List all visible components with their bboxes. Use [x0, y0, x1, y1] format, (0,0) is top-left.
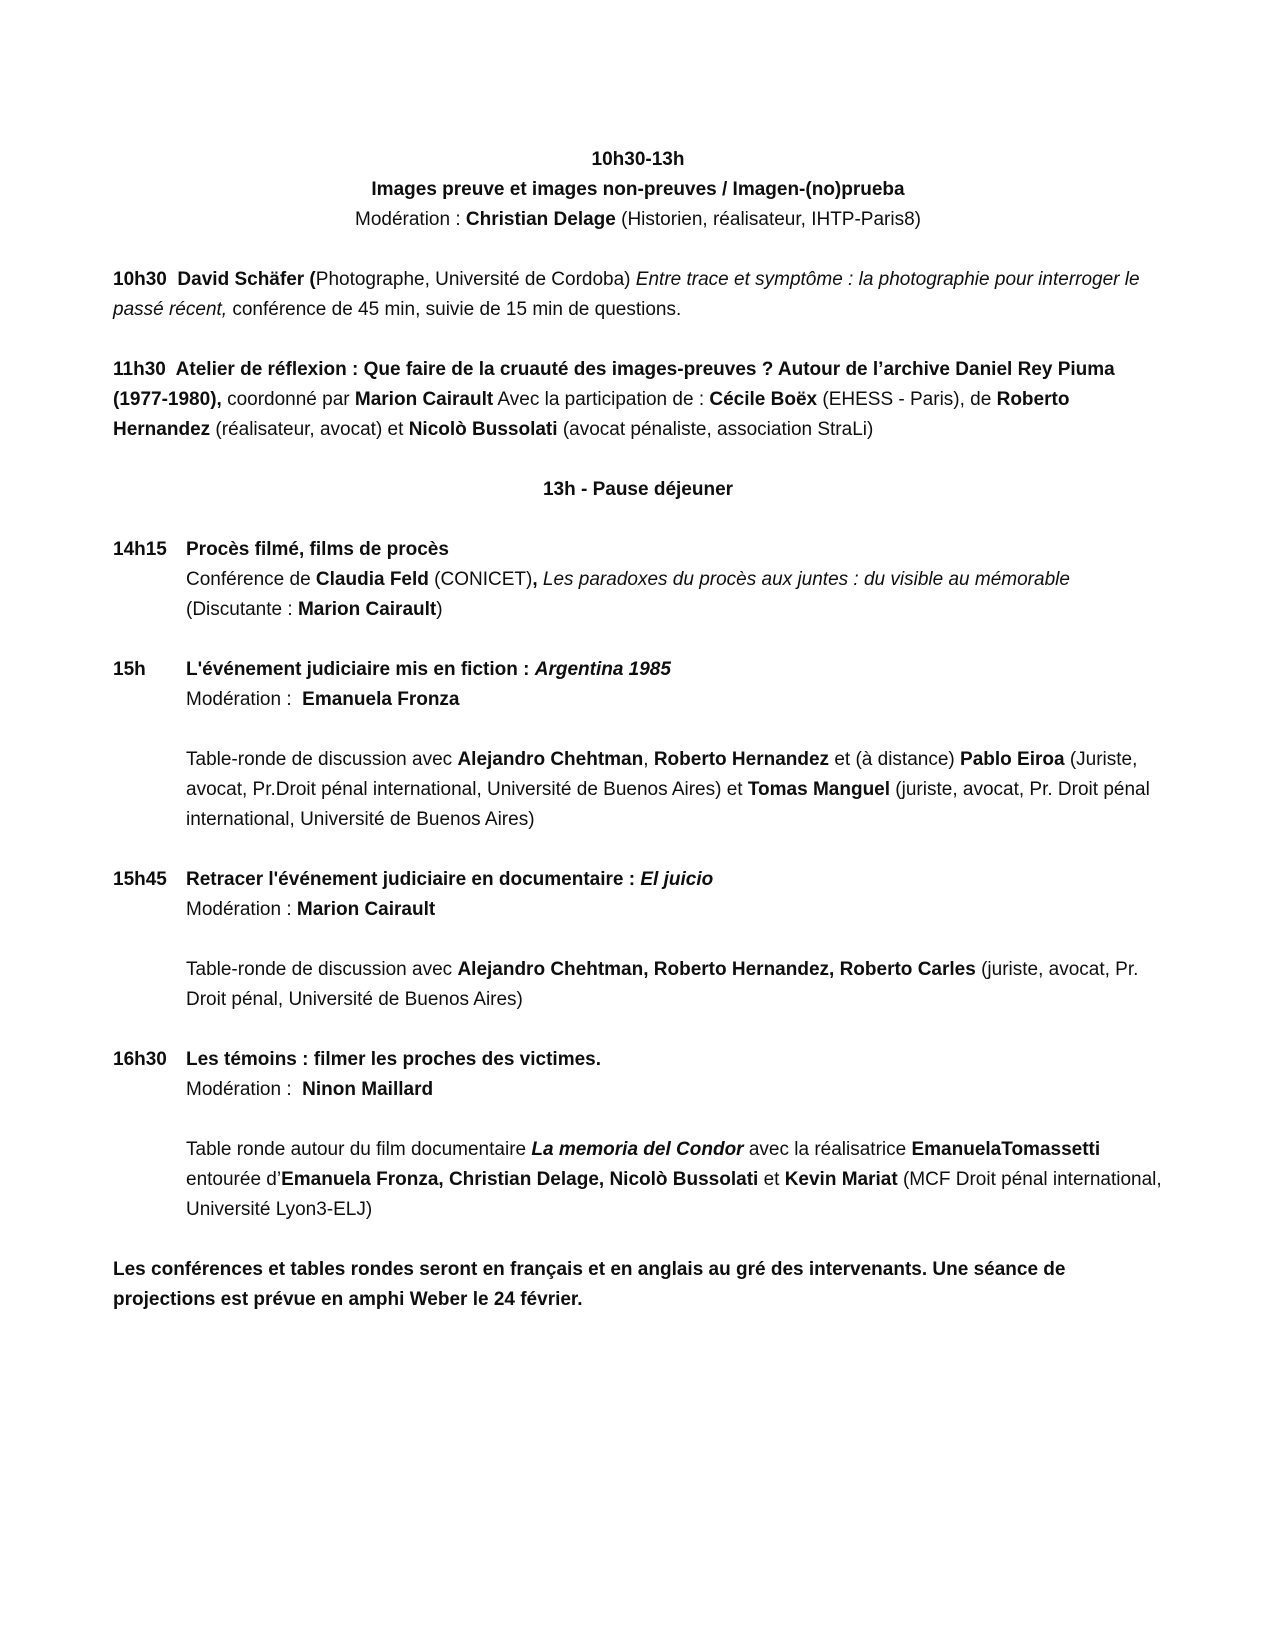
session-header [113, 145, 1163, 235]
text-segment: Modération : [186, 899, 297, 920]
text-segment: 11h30 Atelier de réflexion : Que faire de la cruauté des images-preuves ? Autour de l’archive Daniel Rey Piuma (1977-1980), [113, 359, 1121, 410]
text-segment: Images preuve et images non-preuves / Imagen-(no)prueba [371, 179, 905, 200]
text-segment: 10h30-13h [591, 149, 685, 170]
text-segment: Entre trace et symptôme : la photographie pour interroger le passé récent, [113, 269, 1145, 320]
event-roundtable [186, 1135, 1167, 1225]
text-segment: Ninon Maillard [302, 1079, 434, 1100]
event-moderation [186, 895, 1163, 925]
text-segment: Photographe, Université de Cordoba) [315, 269, 636, 290]
event-title [186, 535, 1163, 565]
text-segment: Avec la participation de : [493, 389, 710, 410]
event-11h30-workshop [113, 355, 1163, 445]
text-segment: conférence de 45 min, suivie de 15 min de questions. [227, 299, 682, 320]
event-15h [113, 655, 1163, 835]
text-segment: Pablo Eiroa [960, 749, 1065, 770]
text-segment: (juriste, avocat, Pr. Droit pénal, Université de Buenos Aires) [186, 959, 1144, 1010]
text-segment: entourée d’ [186, 1139, 1106, 1190]
text-segment: (réalisateur, avocat) et [210, 419, 409, 440]
text-segment: avec la réalisatrice [743, 1139, 912, 1160]
event-16h30 [113, 1045, 1167, 1225]
text-segment: (EHESS - Paris), de [817, 389, 997, 410]
text-segment: Procès filmé, films de procès [186, 539, 449, 560]
text-segment: (juriste, avocat, Pr. Droit pénal international, Université de Buenos Aires) [186, 779, 1156, 830]
event-roundtable [186, 955, 1163, 1015]
session-moderation [113, 205, 1163, 235]
text-segment: Modération : [186, 689, 303, 710]
text-segment: Marion Cairault [297, 599, 437, 620]
text-segment: Les témoins : filmer les proches des victimes. [186, 1049, 601, 1070]
text-segment: coordonné par [221, 389, 355, 410]
event-title [186, 865, 1163, 895]
footer-note [113, 1255, 1163, 1315]
event-title [186, 1045, 1163, 1075]
text-segment: et (à distance) [829, 749, 961, 770]
text-segment: Les paradoxes du procès aux juntes : du visible au mémorable [542, 569, 1070, 590]
text-segment: (Discutante : [186, 569, 1076, 620]
event-body [186, 535, 1163, 625]
text-segment: Table-ronde de discussion avec [186, 959, 458, 980]
text-segment: et [758, 1169, 785, 1190]
text-segment: Christian Delage [465, 209, 616, 230]
text-segment: (avocat pénaliste, association StraLi) [557, 419, 874, 440]
text-segment: Cécile Boëx [709, 389, 818, 410]
text-segment: Roberto Hernandez [113, 389, 1075, 440]
event-body [186, 655, 1163, 835]
event-title [186, 655, 1163, 685]
text-segment: Argentina 1985 [534, 659, 671, 680]
session-title [113, 175, 1163, 205]
text-segment: Claudia Feld [315, 569, 429, 590]
text-segment: (Historien, réalisateur, IHTP-Paris8) [615, 209, 921, 230]
text-segment: Modération : [186, 1079, 303, 1100]
text-segment: Alejandro Chehtman, Roberto Hernandez, Roberto Carles [457, 959, 976, 980]
text-segment: (CONICET) [428, 569, 533, 590]
event-10h30-lecture [113, 265, 1163, 325]
text-segment: Table-ronde de discussion avec [186, 749, 458, 770]
text-segment: (MCF Droit pénal international, Université Lyon3-ELJ) [186, 1169, 1167, 1220]
session-time-range [113, 145, 1163, 175]
text-segment: EmanuelaTomassetti [911, 1139, 1101, 1160]
text-segment: Nicolò Bussolati [408, 419, 558, 440]
text-segment: (Juriste, avocat, Pr.Droit pénal international, Université de Buenos Aires) et [186, 749, 1143, 800]
event-description [186, 565, 1163, 625]
text-segment: 13h - Pause déjeuner [542, 479, 734, 500]
text-segment: L'événement judiciaire mis en fiction : [186, 659, 535, 680]
text-segment: , [532, 569, 538, 590]
event-body [186, 1045, 1167, 1225]
text-segment: Table ronde autour du film documentaire [186, 1139, 532, 1160]
event-moderation [186, 1075, 1163, 1105]
text-segment: El juicio [640, 869, 714, 890]
event-time: 15h45 [113, 869, 167, 890]
lunch-break-heading [113, 475, 1163, 505]
text-segment: Emanuela Fronza [302, 689, 460, 710]
event-moderation [186, 685, 1163, 715]
text-segment: ) [436, 599, 443, 620]
text-segment: Marion Cairault [354, 389, 494, 410]
text-segment: 10h30 David Schäfer ( [113, 269, 316, 290]
text-segment: , [643, 749, 654, 770]
text-segment: Kevin Mariat [784, 1169, 898, 1190]
event-body [186, 865, 1163, 1015]
event-14h15 [113, 535, 1163, 625]
text-segment: Tomas Manguel [747, 779, 891, 800]
event-time: 14h15 [113, 539, 167, 560]
text-segment: Modération : [355, 209, 466, 230]
event-roundtable [186, 745, 1163, 835]
text-segment: Conférence de [186, 569, 316, 590]
text-segment: Alejandro Chehtman [457, 749, 644, 770]
text-segment: Marion Cairault [296, 899, 436, 920]
event-15h45 [113, 865, 1163, 1015]
text-segment: Retracer l'événement judiciaire en documentaire : [186, 869, 641, 890]
event-time: 15h [113, 659, 146, 680]
text-segment: Les conférences et tables rondes seront en français et en anglais au gré des intervenants. Une séance de projections est prévue en amphi Weber le 24 février. [113, 1259, 1071, 1310]
text-segment: Roberto Hernandez [653, 749, 830, 770]
event-time: 16h30 [113, 1049, 167, 1070]
text-segment: La memoria del Condor [531, 1139, 744, 1160]
text-segment: Emanuela Fronza, Christian Delage, Nicolò Bussolati [281, 1169, 759, 1190]
